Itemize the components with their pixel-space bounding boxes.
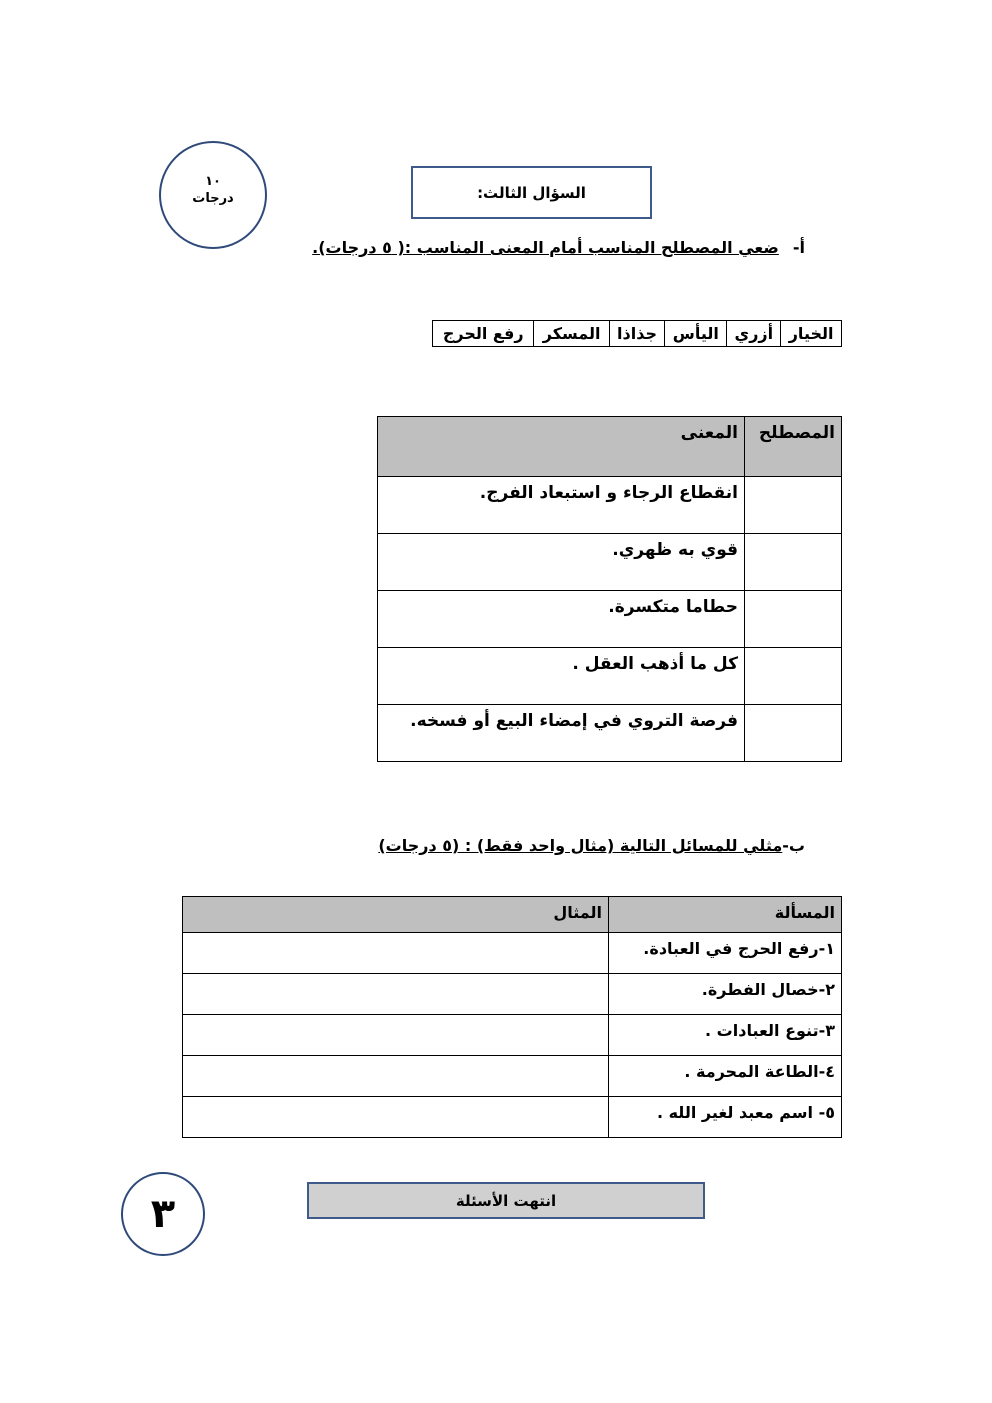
example-answer-cell[interactable] [183, 933, 609, 974]
table-row [378, 648, 842, 705]
page-number: ٣ [121, 1172, 205, 1256]
part-a-number: أ- [792, 238, 805, 257]
table-row [183, 1097, 842, 1138]
term-answer-cell[interactable] [745, 705, 842, 762]
part-b-instruction [378, 836, 805, 855]
terms-header-term: المصطلح [745, 417, 842, 477]
option-cell: المسكر [534, 321, 609, 347]
issue-cell: ٤-الطاعة المحرمة . [609, 1056, 842, 1097]
meaning-cell: كل ما أذهب العقل . [378, 648, 745, 705]
table-row [183, 974, 842, 1015]
part-a-text: ضعي المصطلح المناسب أمام المعنى المناسب :( ٥ درجات). [312, 238, 779, 257]
part-b-number: ب- [782, 836, 805, 855]
option-cell: رفع الحرج [433, 321, 534, 347]
term-answer-cell[interactable] [745, 591, 842, 648]
table-row [378, 705, 842, 762]
options-table [432, 320, 842, 347]
issues-header-issue: المسألة [609, 897, 842, 933]
option-cell: أزري [727, 321, 781, 347]
option-cell: الخيار [781, 321, 842, 347]
term-answer-cell[interactable] [745, 648, 842, 705]
end-of-questions-label: انتهت الأسئلة [307, 1182, 705, 1219]
table-row [183, 933, 842, 974]
terms-header-row [378, 417, 842, 477]
table-row [378, 534, 842, 591]
issue-cell: ١-رفع الحرج في العبادة. [609, 933, 842, 974]
issues-table [182, 896, 842, 1138]
score-value: ١٠ [205, 174, 221, 189]
table-row [378, 591, 842, 648]
part-a-instruction [312, 238, 805, 257]
issue-cell: ٢-خصال الفطرة. [609, 974, 842, 1015]
part-b-text: مثلي للمسائل التالية (مثال واحد فقط) : (٥ درجات) [378, 836, 783, 855]
question-title: السؤال الثالث: [411, 166, 652, 219]
meaning-cell: قوي به ظهري. [378, 534, 745, 591]
table-row [183, 1056, 842, 1097]
score-circle [159, 141, 267, 249]
table-row [183, 1015, 842, 1056]
term-answer-cell[interactable] [745, 534, 842, 591]
score-unit: درجات [192, 191, 234, 206]
terms-header-meaning: المعنى [378, 417, 745, 477]
example-answer-cell[interactable] [183, 1015, 609, 1056]
issues-header-example: المثال [183, 897, 609, 933]
example-answer-cell[interactable] [183, 1097, 609, 1138]
terms-table [377, 416, 842, 762]
meaning-cell: حطاما متكسرة. [378, 591, 745, 648]
meaning-cell: فرصة التروي في إمضاء البيع أو فسخه. [378, 705, 745, 762]
issue-cell: ٥- اسم معبد لغير الله . [609, 1097, 842, 1138]
issues-header-row [183, 897, 842, 933]
example-answer-cell[interactable] [183, 974, 609, 1015]
example-answer-cell[interactable] [183, 1056, 609, 1097]
option-cell: اليأس [665, 321, 727, 347]
meaning-cell: انقطاع الرجاء و استبعاد الفرج. [378, 477, 745, 534]
term-answer-cell[interactable] [745, 477, 842, 534]
issue-cell: ٣-تنوع العبادات . [609, 1015, 842, 1056]
option-cell: جذاذا [609, 321, 664, 347]
table-row [378, 477, 842, 534]
